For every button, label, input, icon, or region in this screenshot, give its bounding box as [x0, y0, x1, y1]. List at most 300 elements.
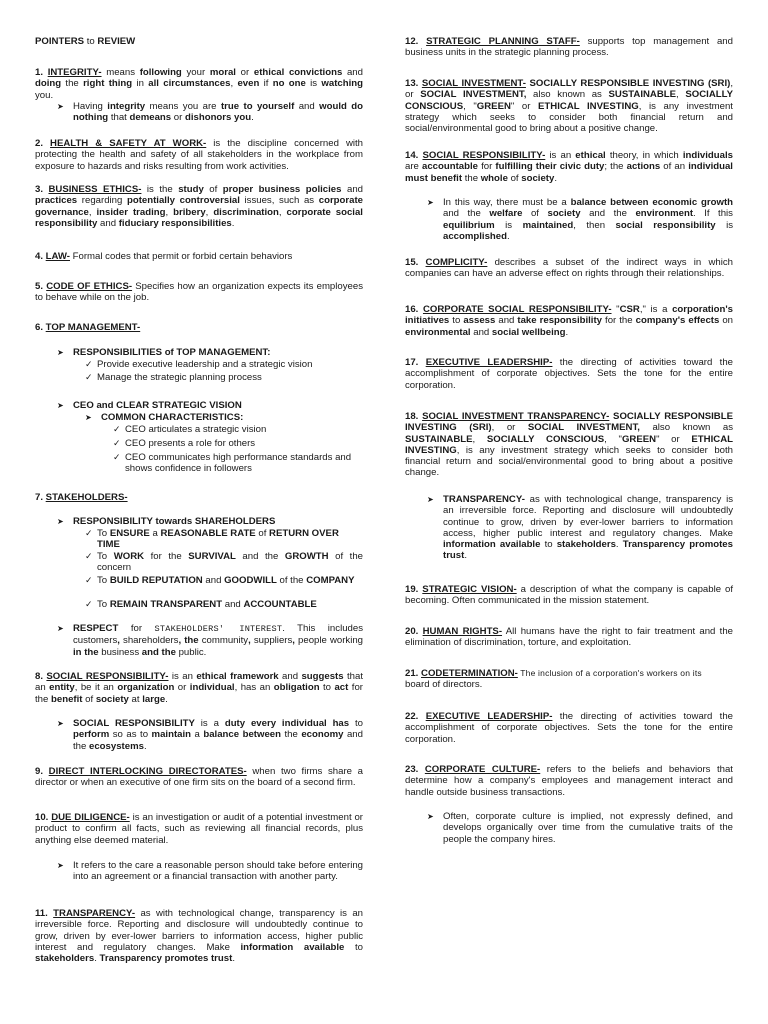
check-item [85, 359, 363, 370]
shareholders-heading: RESPONSIBILITY towards SHAREHOLDERS [73, 516, 276, 527]
term-top-management: TOP MANAGEMENT- [45, 322, 141, 333]
term-strategic-planning-staff: STRATEGIC PLANNING STAFF- [426, 36, 580, 47]
emphasis-text: REMAIN TRANSPARENT [109, 599, 223, 610]
emphasis-text: WORK [113, 551, 145, 562]
page-heading [35, 36, 363, 47]
emphasis-text: accomplished [443, 230, 507, 242]
plain-text: . [464, 550, 467, 562]
plain-text: so as to [109, 729, 152, 741]
term-executive-leadership: EXECUTIVE LEADERSHIP- [425, 357, 553, 368]
checkmark-icon: ✓ [85, 599, 93, 609]
term-due-diligence: DUE DILIGENCE- [51, 812, 130, 823]
plain-text: , has an [234, 682, 274, 694]
item-9-body: when two firms share a director or when an executive of one firm sits on the board of a second firm. [35, 766, 363, 789]
emphasis-text: perform [73, 729, 110, 741]
item-number: 3. [35, 184, 49, 195]
top-mgmt-responsibilities-heading: RESPONSIBILITIES of TOP MANAGEMENT: [73, 347, 271, 358]
emphasis-text: information available [240, 941, 345, 953]
item-number: 5. [35, 281, 47, 292]
emphasis-text: integrity [107, 101, 146, 112]
emphasis-text: fulfilling their civic duty [495, 161, 605, 173]
emphasis-text: all circumstances [148, 78, 231, 90]
plain-text: To [97, 551, 114, 562]
item-number: 8. [35, 671, 47, 682]
plain-text: , be it an [74, 682, 118, 694]
plain-text: , is any investment strategy which seeks to consider both financial return and social/environmental good to bring about a positive change. [405, 100, 733, 135]
emphasis-text: Transparency promotes trust [99, 953, 233, 965]
emphasis-text: benefit [51, 693, 83, 705]
emphasis-text: accountable [421, 161, 478, 173]
plain-text: and [202, 575, 225, 586]
heading-review: REVIEW [97, 36, 136, 47]
item-10-sub-bullet [57, 860, 363, 883]
item-number: 17. [405, 357, 426, 368]
item-23-sub-bullet [427, 811, 733, 845]
plain-text: of [522, 208, 548, 220]
emphasis-text: balance between economic growth [570, 197, 733, 208]
emphasis-text: even [237, 78, 260, 90]
item-2-health-safety [35, 138, 363, 172]
emphasis-text: , the [178, 635, 202, 647]
term-law: LAW- [45, 251, 70, 262]
item-number: 16. [405, 304, 423, 315]
emphasis-text: no one [272, 78, 306, 90]
plain-text: regarding [77, 195, 127, 207]
check-item [113, 424, 363, 435]
plain-text: on [719, 315, 734, 327]
emphasis-text: in the [73, 646, 102, 658]
plain-text: . [94, 953, 100, 965]
common-characteristics-heading: COMMON CHARACTERISTICS: [101, 412, 244, 423]
emphasis-text: society [547, 208, 581, 220]
emphasis-text: duty every individual has [224, 718, 350, 729]
plain-text: is a [194, 718, 225, 729]
checkmark-icon: ✓ [113, 438, 121, 448]
emphasis-text: practices [35, 195, 78, 207]
plain-text: . [165, 693, 168, 705]
plain-text: , [676, 89, 686, 101]
emphasis-text: individual [189, 682, 235, 694]
check-item-text [97, 599, 363, 610]
item-number: 21. [405, 668, 422, 679]
plain-text: issues, such as [239, 195, 319, 207]
item-number: 6. [35, 322, 46, 333]
term-codetermination: CODETERMINATION- [421, 668, 518, 679]
emphasis-text: discrimination [213, 206, 279, 218]
check-item [85, 528, 363, 551]
item-21-codetermination [405, 668, 733, 691]
emphasis-text: information available [443, 539, 541, 551]
emphasis-text: demeans [129, 112, 172, 124]
item-22-executive-leadership [405, 711, 733, 745]
check-item [85, 551, 363, 574]
emphasis-text: individual must benefit [405, 161, 733, 184]
arrow-bullet-icon: ➤ [57, 517, 64, 526]
item-1-sub-bullet [57, 101, 363, 124]
heading-pointers: POINTERS [35, 36, 85, 47]
item-20-body: All humans have the right to fair treatment and the elimination of discrimination, torture, and exploitation. [405, 626, 733, 649]
item-7-stakeholders [35, 492, 363, 503]
item-19-strategic-vision [405, 584, 733, 607]
emphasis-text: following [139, 67, 182, 78]
plain-text: , [165, 206, 174, 218]
plain-text: shareholders [123, 635, 179, 647]
item-20-human-rights [405, 626, 733, 649]
item-8-sub-bullet [57, 718, 363, 752]
emphasis-text: suggests [301, 671, 344, 682]
emphasis-text: economy [301, 729, 344, 741]
plain-text: that [108, 112, 130, 124]
plain-text: means [101, 67, 140, 78]
term-code-of-ethics: CODE OF ETHICS- [46, 281, 133, 292]
plain-text: or [235, 67, 254, 78]
plain-text: . [50, 89, 54, 101]
emphasis-text: CSR [619, 304, 640, 315]
item-23-sub-text: Often, corporate culture is implied, not expressly defined, and develops organically over time from the cumulative traits of the people the company hires. [443, 811, 733, 845]
plain-text: and [342, 67, 363, 78]
emphasis-text: moral [209, 67, 236, 78]
plain-text: of an [660, 161, 689, 173]
plain-text: of the concern [97, 551, 364, 574]
emphasis-text: individuals [682, 150, 733, 161]
check-item-text [97, 575, 363, 586]
emphasis-text: potentially controversial [126, 195, 240, 207]
item-19-body: a description of what the company is capable of becoming. Often communicated in the mission statement. [405, 584, 733, 607]
item-number: 13. [405, 78, 422, 89]
emphasis-text: COMPANY [306, 575, 355, 586]
item-12-strategic-planning-staff [405, 36, 733, 59]
term-corporate-social-responsibility: CORPORATE SOCIAL RESPONSIBILITY- [422, 304, 612, 315]
plain-text: of [255, 528, 270, 539]
emphasis-text: watching [321, 78, 363, 90]
plain-text: your [181, 67, 210, 78]
plain-text: for the [35, 682, 363, 705]
term-health-safety: HEALTH & SAFETY AT WORK- [50, 138, 207, 149]
term-social-investment: SOCIAL INVESTMENT- [421, 78, 526, 89]
plain-text: To [97, 599, 110, 610]
emphasis-text: proper business policies [222, 184, 342, 195]
plain-text: , or [405, 78, 733, 101]
item-11-transparency [35, 908, 363, 964]
item-number: 11. [35, 908, 54, 919]
item-15-body: describes a subset of the indirect ways in which companies can have an adverse effect on rights through their relationships. [405, 257, 733, 280]
plain-text: theory, in which [605, 150, 683, 161]
top-mgmt-responsibilities-bullet [57, 347, 363, 358]
checkmark-icon: ✓ [85, 372, 93, 382]
emphasis-text: SUSTAINABLE [608, 89, 677, 101]
term-stakeholders: STAKEHOLDERS- [45, 492, 128, 503]
plain-text: " or [656, 433, 692, 445]
plain-text: , [472, 433, 487, 445]
emphasis-text: ETHICAL INVESTING [538, 100, 639, 112]
respect-text [73, 623, 363, 658]
plain-text: as with technological change, transparency is an irreversible force. Reporting and disclosure will undoubtedly continue to grow, driven by ever-lower barriers to information access, higher public interest and regulatory changes. Make [443, 494, 733, 539]
plain-text: or [174, 682, 190, 694]
check-item-text [97, 551, 363, 574]
emphasis-text: ENSURE [109, 528, 150, 539]
plain-text: of [82, 693, 96, 705]
check-item-text: CEO presents a role for others [125, 438, 256, 449]
emphasis-text: TRANSPARENCY- [443, 494, 525, 505]
term-integrity: INTEGRITY- [47, 67, 102, 78]
plain-text: . If this [693, 208, 733, 220]
emphasis-text: bribery [173, 206, 206, 218]
plain-text: , is any investment strategy which seeks to consider both financial return and social/environmental good to bring about a positive change. [405, 444, 733, 479]
check-item-text: Provide executive leadership and a strategic vision [97, 359, 313, 370]
emphasis-text: dishonors you [184, 112, 252, 124]
plain-text: Having [73, 101, 108, 112]
item-number: 23. [405, 764, 425, 775]
item-9-interlocking-directorates [35, 766, 363, 789]
item-13-social-investment [405, 78, 733, 134]
check-item-text: CEO articulates a strategic vision [125, 424, 267, 435]
checkmark-icon: ✓ [85, 528, 93, 538]
emphasis-text: environment [635, 208, 694, 220]
plain-text: . [615, 539, 623, 551]
plain-text: for [118, 623, 155, 634]
term-business-ethics: BUSINESS ETHICS- [48, 184, 142, 195]
plain-text: in [132, 78, 149, 90]
item-17-body: the directing of activities toward the accomplishment of corporate objectives. Sets the tone for the entire corporation. [405, 357, 733, 391]
item-number: 18. [405, 411, 423, 422]
emphasis-text: SOCIALLY RESPONSIBLE INVESTING (SRI) [525, 78, 731, 89]
arrow-bullet-icon: ➤ [427, 198, 434, 207]
emphasis-text: fiduciary responsibilities [118, 217, 232, 229]
checkmark-icon: ✓ [113, 424, 121, 434]
emphasis-text: take responsibility [517, 315, 603, 327]
plain-text: . [506, 230, 510, 242]
emphasis-text: SOCIALLY CONSCIOUS [405, 89, 733, 112]
item-21-body-cont: board of directors. [405, 679, 483, 691]
arrow-bullet-icon: ➤ [57, 624, 64, 633]
emphasis-text: actions [626, 161, 661, 173]
plain-text: of [507, 172, 522, 184]
emphasis-text: ETHICAL INVESTING [405, 433, 733, 456]
emphasis-text: maintain [151, 729, 191, 741]
item-number: 12. [405, 36, 427, 47]
emphasis-text: study [178, 184, 204, 195]
arrow-bullet-icon: ➤ [57, 102, 64, 111]
arrow-bullet-icon: ➤ [57, 401, 64, 410]
plain-text: if [259, 78, 273, 90]
emphasis-text: society [95, 693, 129, 705]
item-number: 20. [405, 626, 423, 637]
plain-text: also known as [639, 422, 733, 434]
item-number: 7. [35, 492, 46, 503]
plain-text: is an [545, 150, 576, 161]
plain-text: is an [168, 671, 197, 682]
plain-text: at [128, 693, 143, 705]
plain-text: people working [298, 635, 363, 647]
emphasis-text: act [334, 682, 349, 694]
plain-text: to [344, 941, 363, 953]
item-number: 2. [35, 138, 51, 149]
emphasis-text: maintained [522, 219, 574, 231]
emphasis-text: GREEN [621, 433, 657, 445]
plain-text: . [232, 953, 235, 965]
emphasis-text: SUSTAINABLE [405, 433, 473, 445]
emphasis-text: society [521, 172, 555, 184]
arrow-bullet-icon: ➤ [57, 348, 64, 357]
plain-text: business [101, 646, 140, 658]
item-23-body: refers to the beliefs and behaviors that determine how a company's employees and management interact and handle outside business transactions. [405, 764, 733, 798]
shareholders-bullet [57, 516, 363, 527]
term-complicity: COMPLICITY- [425, 257, 488, 268]
arrow-bullet-icon: ➤ [427, 495, 434, 504]
check-item [85, 599, 363, 610]
item-5-body: Specifies how an organization expects its employees to behave while on the job. [35, 281, 363, 304]
plain-text: ," is a [639, 304, 673, 315]
check-item-text: Manage the strategic planning process [97, 372, 262, 383]
plain-text: the [280, 729, 302, 741]
term-social-responsibility: SOCIAL RESPONSIBILITY- [46, 671, 169, 682]
plain-text: and the [580, 208, 636, 220]
arrow-bullet-icon: ➤ [57, 861, 64, 870]
plain-text: the [462, 172, 481, 184]
term-executive-leadership-22: EXECUTIVE LEADERSHIP- [425, 711, 553, 722]
item-18-sub-bullet [427, 494, 733, 562]
emphasis-text: social wellbeing [491, 326, 566, 338]
emphasis-text: right thing [83, 78, 133, 90]
emphasis-text: SOCIALLY CONSCIOUS [486, 433, 605, 445]
plain-text: , " [463, 100, 477, 112]
plain-text: " or [510, 100, 539, 112]
plain-text: and the [73, 729, 363, 752]
emphasis-text: entity [49, 682, 75, 694]
emphasis-text: , [248, 635, 254, 647]
item-number: 15. [405, 257, 426, 268]
checkmark-icon: ✓ [85, 359, 93, 369]
plain-text: customers [73, 635, 118, 647]
emphasis-text: ethical framework [196, 671, 279, 682]
term-transparency: TRANSPARENCY- [53, 908, 136, 919]
plain-text: . This includes [282, 623, 363, 634]
plain-text: that an [35, 671, 363, 694]
emphasis-text: would do nothing [73, 101, 363, 124]
emphasis-text: BUILD REPUTATION [109, 575, 203, 586]
item-10-body: is an investigation or audit of a potential investment or product to confirm all facts, such as reviewing all financial records, plus anything else deemed material. [35, 812, 363, 846]
plain-text: is [305, 78, 322, 90]
item-4-body: Formal codes that permit or forbid certain behaviors [70, 251, 293, 262]
item-14-sub-text [443, 197, 733, 242]
emphasis-text: SOCIALLY RESPONSIBLE INVESTING (SRI) [405, 411, 733, 434]
plain-text: to [319, 682, 335, 694]
emphasis-text: whole [480, 172, 508, 184]
item-4-law [35, 251, 363, 262]
check-item-text [97, 528, 363, 551]
plain-text: , then [573, 219, 616, 231]
plain-text: , " [604, 433, 622, 445]
item-number: 19. [405, 584, 423, 595]
plain-text: public [178, 646, 204, 658]
item-3-business-ethics [35, 184, 363, 229]
item-number: 14. [405, 150, 423, 161]
emphasis-text: , [292, 635, 299, 647]
emphasis-text: organization [117, 682, 175, 694]
plain-text: , [88, 206, 97, 218]
plain-text: and [222, 599, 244, 610]
item-10-due-diligence [35, 812, 363, 846]
plain-text: " [611, 304, 620, 315]
plain-text: a [149, 528, 161, 539]
plain-text: . [203, 646, 207, 658]
plain-text: or [171, 112, 185, 124]
ceo-vision-bullet [57, 400, 363, 411]
arrow-bullet-icon: ➤ [85, 413, 92, 422]
plain-text: for [477, 161, 496, 173]
item-1-sub-text [73, 101, 363, 124]
emphasis-text: balance between [203, 729, 281, 741]
item-18-social-investment-transparency [405, 411, 733, 479]
emphasis-text: environmental [405, 326, 471, 338]
plain-text: of [203, 184, 223, 195]
check-item-text: CEO communicates high performance standards and shows confidence in followers [125, 452, 352, 475]
emphasis-text: ethical [575, 150, 606, 161]
emphasis-text: ethical convictions [253, 67, 343, 78]
emphasis-text: RESPECT [73, 623, 119, 634]
plain-text: to [449, 315, 464, 327]
plain-text: as with technological change, transparency is an irreversible force. Reporting and disclosure will undoubtedly continue to grow, driven by ever-lower barriers to information access, higher public interest and regulatory changes. Make [35, 908, 363, 953]
item-number: 10. [35, 812, 52, 823]
item-2-body: is the discipline concerned with protecting the health and safety of all stakeholders in the workplace from exposure to hazards and risks resulting from work activities. [35, 138, 364, 172]
term-social-responsibility-14: SOCIAL RESPONSIBILITY- [422, 150, 546, 161]
plain-text: , or [491, 422, 528, 434]
check-item [113, 438, 363, 449]
plain-text: also known as [526, 89, 609, 101]
term-human-rights: HUMAN RIGHTS- [422, 626, 503, 637]
plain-text: community [201, 635, 249, 647]
check-item [113, 452, 363, 475]
plain-text: for the [144, 551, 189, 562]
plain-text: and [341, 184, 363, 195]
emphasis-text: corporate governance [35, 195, 363, 218]
emphasis-text: SURVIVAL [188, 551, 236, 562]
item-23-corporate-culture [405, 764, 733, 798]
arrow-bullet-icon: ➤ [57, 719, 64, 728]
plain-text: and [294, 101, 320, 112]
plain-text: for the [602, 315, 636, 327]
emphasis-text: REASONABLE RATE [160, 528, 256, 539]
plain-text: is the [141, 184, 179, 195]
plain-text: and [97, 217, 119, 229]
emphasis-text: , [117, 635, 124, 647]
item-12-body: supports top management and business units in the strategic planning process. [405, 36, 733, 59]
term-direct-interlocking-directorates: DIRECT INTERLOCKING DIRECTORATES- [48, 766, 247, 777]
item-number: 4. [35, 251, 46, 262]
plain-text: . [251, 112, 254, 124]
item-number: 22. [405, 711, 426, 722]
emphasis-text: insider trading [96, 206, 166, 218]
plain-text: and the [235, 551, 285, 562]
item-21-body: The inclusion of a corporation's workers on its [517, 668, 702, 678]
item-number: 1. [35, 67, 48, 78]
plain-text: , [205, 206, 214, 218]
plain-text: To [97, 528, 110, 539]
plain-text: , [230, 78, 238, 90]
item-15-complicity [405, 257, 733, 280]
emphasis-text: obligation [273, 682, 320, 694]
plain-text: In this way, there must be a [443, 197, 571, 208]
plain-text: are [405, 161, 422, 173]
item-14-sub-bullet [427, 197, 733, 242]
emphasis-text: SOCIAL RESPONSIBILITY [73, 718, 195, 729]
respect-bullet [57, 623, 363, 658]
plain-text: and the [443, 208, 490, 220]
item-number: 9. [35, 766, 49, 777]
checkmark-icon: ✓ [85, 575, 93, 585]
plain-text: is [494, 219, 523, 231]
emphasis-text: GROWTH [284, 551, 329, 562]
